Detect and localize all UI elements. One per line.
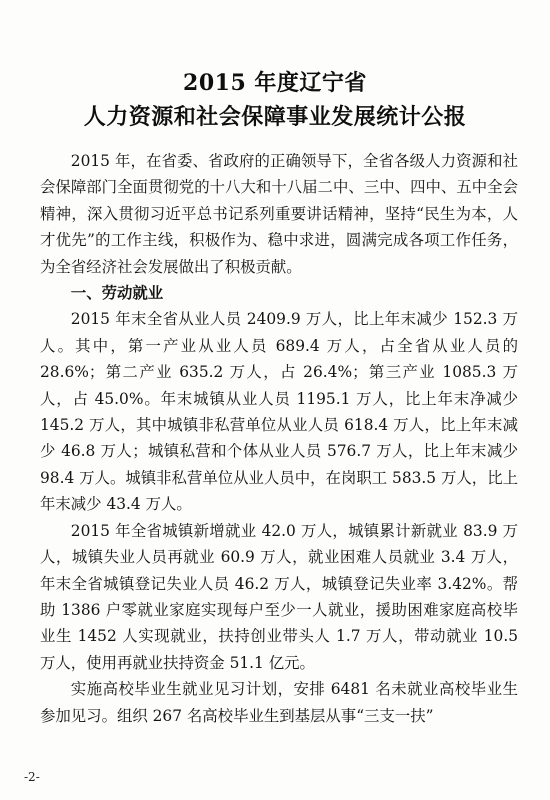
document-title: 人力资源和社会保障事业发展统计公报 <box>83 104 467 130</box>
intro-paragraph: 2015 年，在省委、省政府的正确领导下，全省各级人力资源和社会保障部门全面贯彻党的十八大和十八届二中、三中、四中、五中全会精神，深入贯彻习近平总书记系列重要讲话精神，坚持“民生为本，人才优先”的工作主线，积极作为、稳中求进，圆满完成各项工作任务，为全省经济社会发展做出了积极贡献。 <box>40 152 518 276</box>
section-heading-employment: 一、劳动就业 <box>70 284 164 303</box>
document-title-year: 2015 年度辽宁省 <box>183 70 367 96</box>
employment-paragraph-2: 2015 年全省城镇新增就业 42.0 万人，城镇累计新就业 83.9 万人，城镇失业人员再就业 60.9 万人，就业困难人员就业 3.4 万人，年末全省城镇登记失业人员 46.2 万人，城镇登记失业率 3.42%。帮助 1386 户零就业家庭实现每户至少一人就业，援助困难家庭高校毕业生 1452 人实现就业，扶持创业带头人 1.7 万人，带动就业 10.5 万人，使用再就业扶持资金 51.1 亿元。 <box>40 521 518 672</box>
employment-paragraph-1: 2015 年末全省从业人员 2409.9 万人，比上年末减少 152.3 万人。其中，第一产业从业人员 689.4 万人，占全省从业人员的 28.6%；第二产业 635.2 万人，占 26.4%；第三产业 1085.3 万人，占 45.0%。年末城镇从业人员 1195.1 万人，比上年末净减少 145.2 万人，其中城镇非私营单位从业人员 618.4 万人，比上年末减少 46.8 万人；城镇私营和个体从业人员 576.7 万人，比上年末减少 98.4 万人。城镇非私营单位从业人员中，在岗职工 583.5 万人，比上年末减少 43.4 万人。 <box>40 310 518 514</box>
employment-paragraph-3: 实施高校毕业生就业见习计划，安排 6481 名未就业高校毕业生参加见习。组织 267 名高校毕业生到基层从事“三支一扶” <box>40 680 518 725</box>
document-body <box>40 148 518 729</box>
page-number: -2- <box>24 770 40 784</box>
